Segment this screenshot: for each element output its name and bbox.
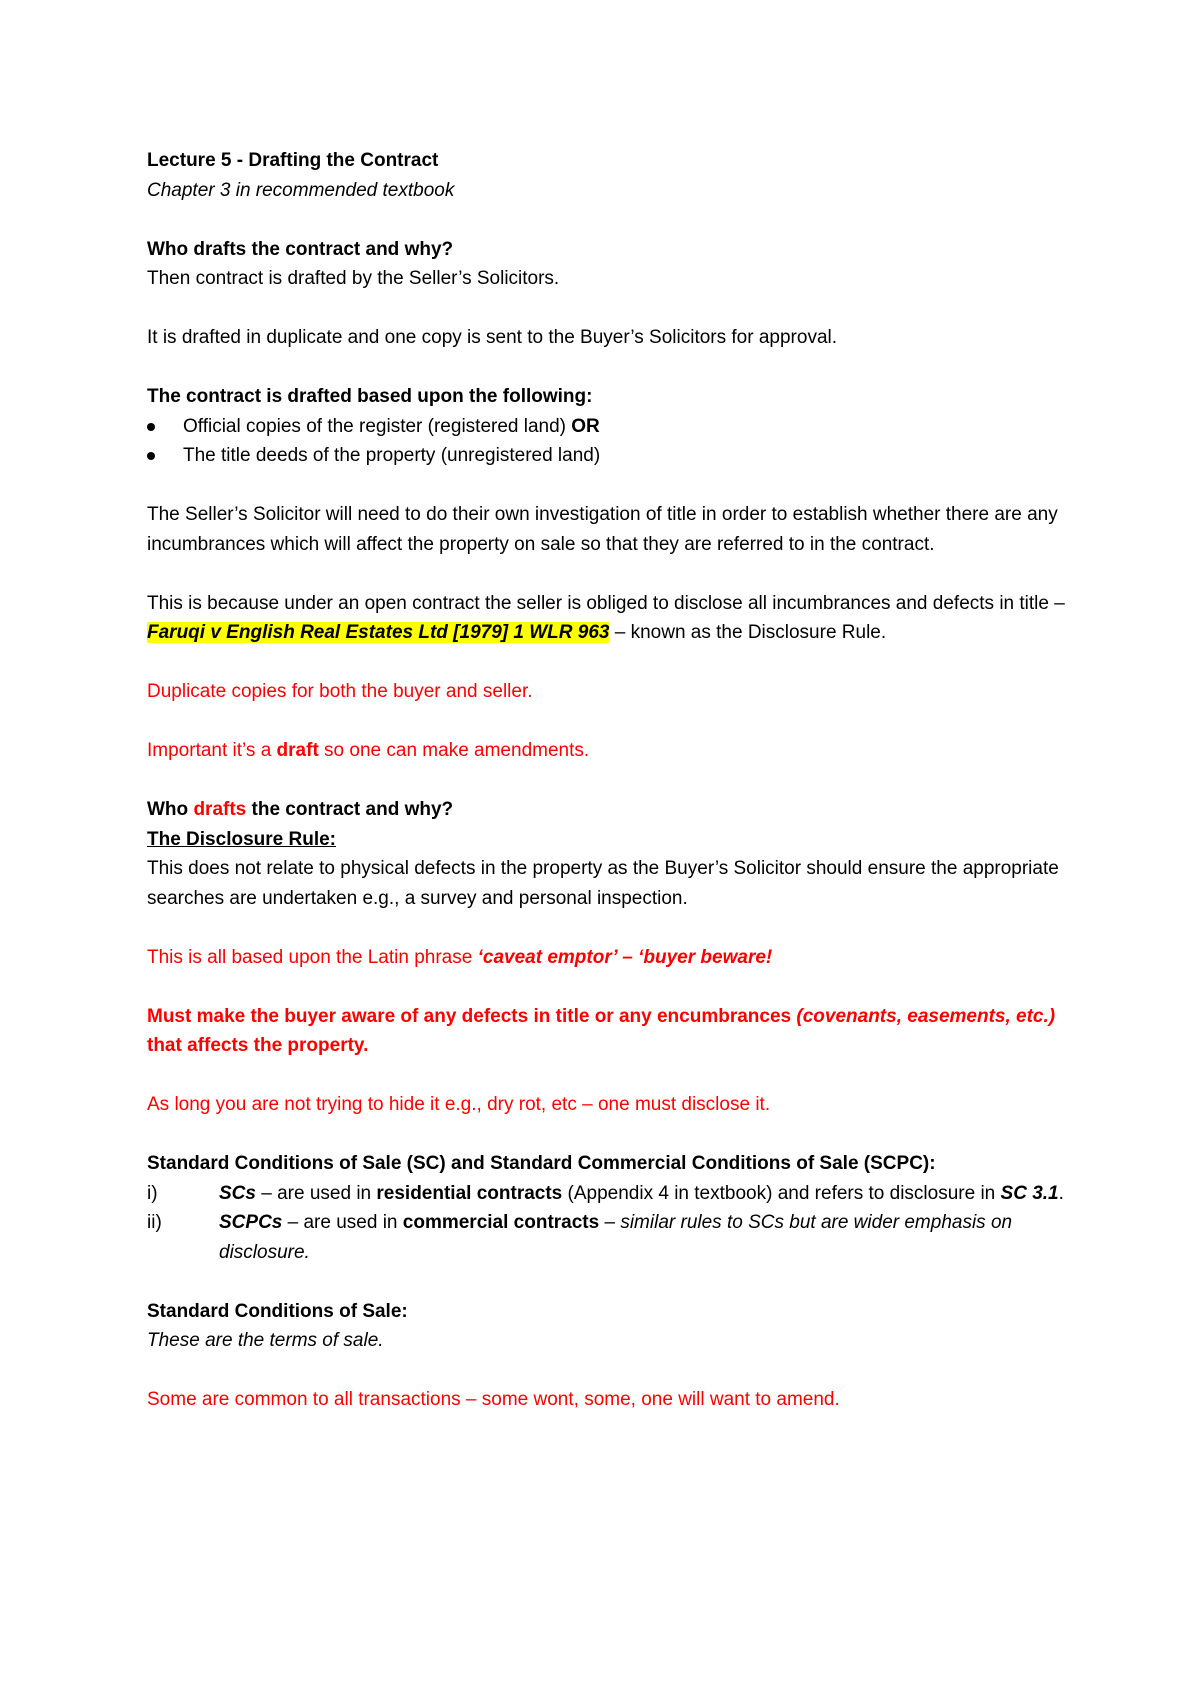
item-number: ii) [147, 1212, 162, 1233]
investigation-paragraph: The Seller’s Solicitor will need to do their own investigation of title in order to establish whether there are any incumbrances which will affect the property on sale so that they are referred to in the contract. [147, 504, 1058, 555]
list-item [147, 412, 1067, 442]
lecture-title: Lecture 5 - Drafting the Contract [147, 150, 439, 171]
item-number: i) [147, 1182, 158, 1204]
item-italic: similar rules to SCs but are wider emphasis on disclosure. [219, 1212, 1013, 1263]
hide-note: As long you are not trying to hide it e.g., dry rot, etc – one must disclose it. [147, 1094, 771, 1115]
item-bold: commercial contracts [402, 1212, 600, 1233]
drafted-based-heading: The contract is drafted based upon the following: [147, 386, 593, 407]
open-contract-text: This is because under an open contract the seller is obliged to disclose all incumbrances and defects in title – [147, 592, 1065, 614]
chapter-reference: Chapter 3 in recommended textbook [147, 179, 455, 201]
item-text [219, 1179, 1067, 1209]
standard-conditions-heading: Standard Conditions of Sale (SC) and Standard Commercial Conditions of Sale (SCPC): [147, 1153, 936, 1174]
buyer-aware-note [147, 1002, 1067, 1061]
bullet-icon [147, 423, 155, 431]
item-post: (Appendix 4 in textbook) and refers to disclosure in [562, 1182, 1001, 1204]
who-post: the contract and why? [246, 799, 454, 820]
aware-post: that affects the property. [147, 1035, 369, 1056]
basis-list [147, 412, 1067, 471]
important-draft-note [147, 736, 1067, 766]
duplicate-copies-note: Duplicate copies for both the buyer and seller. [147, 681, 533, 702]
bullet-text: The title deeds of the property (unregistered land) [183, 445, 601, 466]
bullet-or: OR [571, 415, 600, 437]
open-contract-paragraph [147, 589, 1067, 648]
who-pre: Who [147, 799, 194, 820]
item-dash: – [599, 1212, 621, 1233]
drafts-word: drafts [193, 799, 247, 820]
disclosure-rule-heading: The Disclosure Rule: [147, 828, 336, 850]
conditions-of-sale-heading: Standard Conditions of Sale: [147, 1300, 408, 1322]
list-item [147, 441, 1067, 471]
list-item [147, 1208, 1067, 1267]
latin-phrase: ‘caveat emptor’ – ‘buyer beware! [477, 946, 773, 968]
item-mid: – are used in [282, 1212, 403, 1233]
draft-word: draft [276, 740, 319, 761]
item-mid: – are used in [255, 1182, 377, 1204]
terms-of-sale-text: These are the terms of sale. [147, 1330, 384, 1351]
item-bold: residential contracts [376, 1182, 563, 1204]
common-transactions-note: Some are common to all transactions – some wont, some, one will want to amend. [147, 1389, 840, 1410]
list-item [147, 1179, 1067, 1209]
bullet-icon [147, 452, 155, 460]
important-post: so one can make amendments. [318, 740, 590, 761]
bullet-text: Official copies of the register (registered land) [183, 415, 572, 437]
item-end: . [1058, 1182, 1064, 1204]
important-pre: Important it’s a [147, 740, 277, 761]
disclosure-rule-text: – known as the Disclosure Rule. [609, 622, 887, 643]
latin-pre: This is all based upon the Latin phrase [147, 946, 478, 968]
aware-italic: (covenants, easements, etc.) [796, 1005, 1056, 1027]
item-term: SCPCs [219, 1212, 283, 1233]
aware-pre: Must make the buyer aware of any defects in title or any encumbrances [147, 1005, 797, 1027]
disclosure-paragraph: This does not relate to physical defects in the property as the Buyer’s Solicitor should ensure the appropriate searches are undertaken e.g., a survey and personal inspection. [147, 858, 1059, 909]
who-drafts-heading-2 [147, 795, 1067, 825]
duplicate-paragraph: It is drafted in duplicate and one copy is sent to the Buyer’s Solicitors for approval. [147, 327, 838, 348]
item-ref: SC 3.1 [1000, 1182, 1059, 1204]
who-drafts-text: Then contract is drafted by the Seller’s Solicitors. [147, 268, 560, 289]
item-text [219, 1208, 1067, 1267]
caveat-emptor-note [147, 943, 1067, 973]
document-page [147, 146, 1067, 1444]
case-citation: Faruqi v English Real Estates Ltd [1979] 1 WLR 963 [147, 622, 610, 643]
item-term: SCs [219, 1182, 256, 1204]
who-drafts-heading: Who drafts the contract and why? [147, 238, 454, 260]
